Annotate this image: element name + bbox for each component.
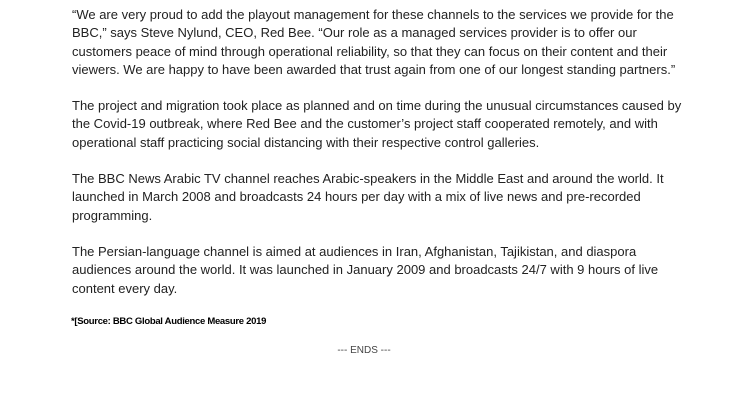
source-note: *[Source: BBC Global Audience Measure 2019 (71, 315, 267, 327)
document-page (72, 6, 692, 356)
arabic-channel-paragraph: The BBC News Arabic TV channel reaches Arabic-speakers in the Middle East and around the world. It launched in March 2008 and broadcasts 24 hours per day with a mix of live news and pre-recorded programming. (72, 171, 664, 223)
project-paragraph: The project and migration took place as planned and on time during the unusual circumstances caused by the Covid-19 outbreak, where Red Bee and the customer’s project staff cooperated remotely, and with operational staff practicing social distancing with their respective control galleries. (72, 98, 682, 150)
ends-marker: --- ENDS --- (337, 344, 391, 356)
persian-channel-paragraph: The Persian-language channel is aimed at audiences in Iran, Afghanistan, Tajikistan, and diaspora audiences around the world. It was launched in January 2009 and broadcasts 24/7 with 9 hours of live content every day. (72, 243, 659, 296)
quote-paragraph: “We are very proud to add the playout management for these channels to the services we provide for the BBC,” says Steve Nylund, CEO, Red Bee. “Our role as a managed services provider is to offer our customers peace of mind through operational reliability, so that they can focus on their content and their viewers. We are happy to have been awarded that trust again from one of our longest standing partners.” (72, 7, 676, 77)
